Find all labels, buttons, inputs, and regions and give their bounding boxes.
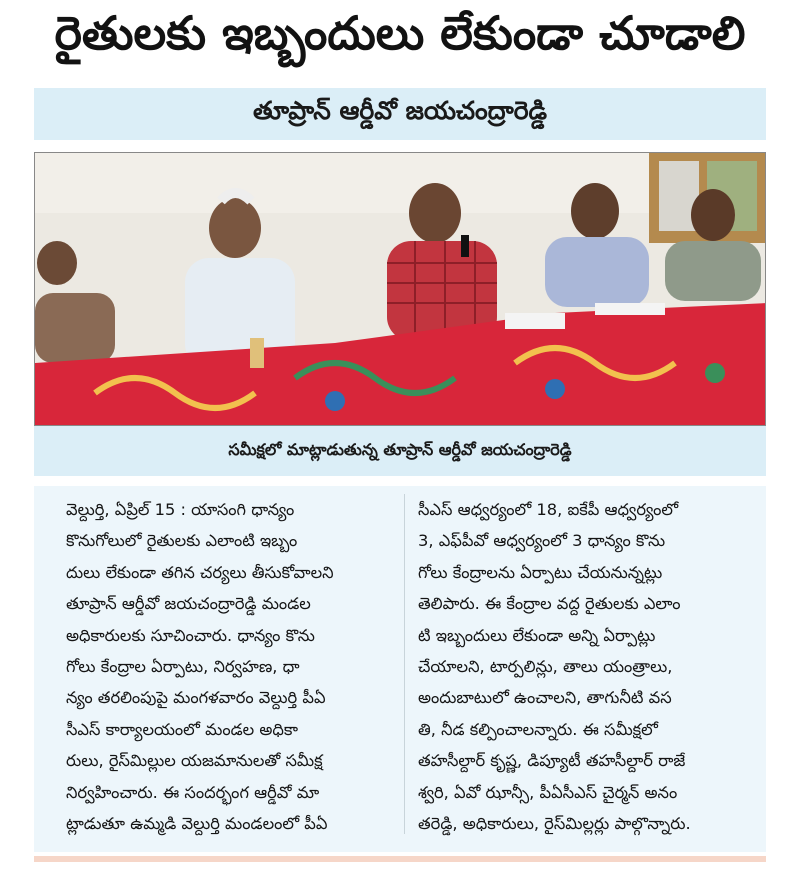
article-column-left xyxy=(66,494,410,839)
article-line: సీఎస్ కార్యాలయంలో మండల అధికా xyxy=(66,719,298,739)
article-column-right xyxy=(418,494,762,839)
headline: రైతులకు ఇబ్బందులు లేకుండా చూడాలి xyxy=(54,6,746,60)
subheadline-band xyxy=(34,88,766,140)
article-line: నిర్వహించారు. ఈ సందర్భంగ ఆర్డీవో మా xyxy=(66,782,320,802)
article-line: వెల్దుర్తి, ఏప్రిల్ 15 : యాసంగి ధాన్యం xyxy=(66,500,295,519)
bottom-rule xyxy=(34,856,766,862)
article-body xyxy=(34,486,766,852)
meeting-photo-illustration xyxy=(35,153,766,426)
article-line: 3, ఎఫ్‌పీవో ఆధ్వర్యంలో 3 ధాన్యం కొను xyxy=(418,531,666,551)
photo-caption-band xyxy=(34,426,766,476)
article-line: చేయాలని, టార్పలిన్లు, తాలు యంత్రాలు, xyxy=(418,656,673,676)
article-line: టి ఇబ్బందులు లేకుండా అన్ని ఏర్పాట్లు xyxy=(418,625,656,645)
article-line: తి, నీడ కల్పించాలన్నారు. ఈ సమీక్షలో xyxy=(418,719,658,739)
article-line: కొనుగోలులో రైతులకు ఎలాంటి ఇబ్బం xyxy=(66,531,298,551)
article-line: తూప్రాన్ ఆర్డీవో జయచంద్రారెడ్డి మండల xyxy=(66,594,311,614)
article-line: న్యం తరలింపుపై మంగళవారం వెల్దుర్తి పీఏ xyxy=(66,688,326,708)
article-line: తెలిపారు. ఈ కేంద్రాల వద్ద రైతులకు ఎలాం xyxy=(418,594,681,614)
news-photo xyxy=(34,152,766,426)
article-line: తరెడ్డి, అధికారులు, రైస్‌మిల్లర్లు పాల్గొన్నారు. xyxy=(418,813,691,833)
article-line: గోలు కేంద్రాల ఏర్పాటు, నిర్వహణ, ధా xyxy=(66,656,300,676)
article-line: దులు లేకుండా తగిన చర్యలు తీసుకోవాలని xyxy=(66,562,334,582)
article-line: అందుబాటులో ఉంచాలని, తాగునీటి వస xyxy=(418,688,672,708)
article-line: శ్వరి, ఏవో ఝాన్సీ, పీఏసీఎస్ చైర్మన్ అనం xyxy=(418,782,678,802)
article-line: సీఎస్ ఆధ్వర్యంలో 18, ఐకేపీ ఆధ్వర్యంలో xyxy=(418,500,679,519)
article-line: తహసీల్దార్ కృష్ణ, డిప్యూటీ తహసీల్దార్ రాజే xyxy=(418,751,686,771)
microphone xyxy=(461,235,469,257)
article-line: ట్లాడుతూ ఉమ్మడి వెల్దుర్తి మండలంలో పీఏ xyxy=(66,813,328,833)
article-line: గోలు కేంద్రాలను ఏర్పాటు చేయనున్నట్లు xyxy=(418,562,663,582)
article-line: రులు, రైస్‌మిల్లుల యజమానులతో సమీక్ష xyxy=(66,751,323,771)
article-line: అధికారులకు సూచించారు. ధాన్యం కొను xyxy=(66,625,315,645)
column-divider xyxy=(404,494,405,834)
subheadline: తూప్రాన్ ఆర్డీవో జయచంద్రారెడ్డి xyxy=(252,96,548,125)
photo-caption: సమీక్షలో మాట్లాడుతున్న తూప్రాన్ ఆర్డీవో జయచంద్రారెడ్డి xyxy=(228,439,572,459)
